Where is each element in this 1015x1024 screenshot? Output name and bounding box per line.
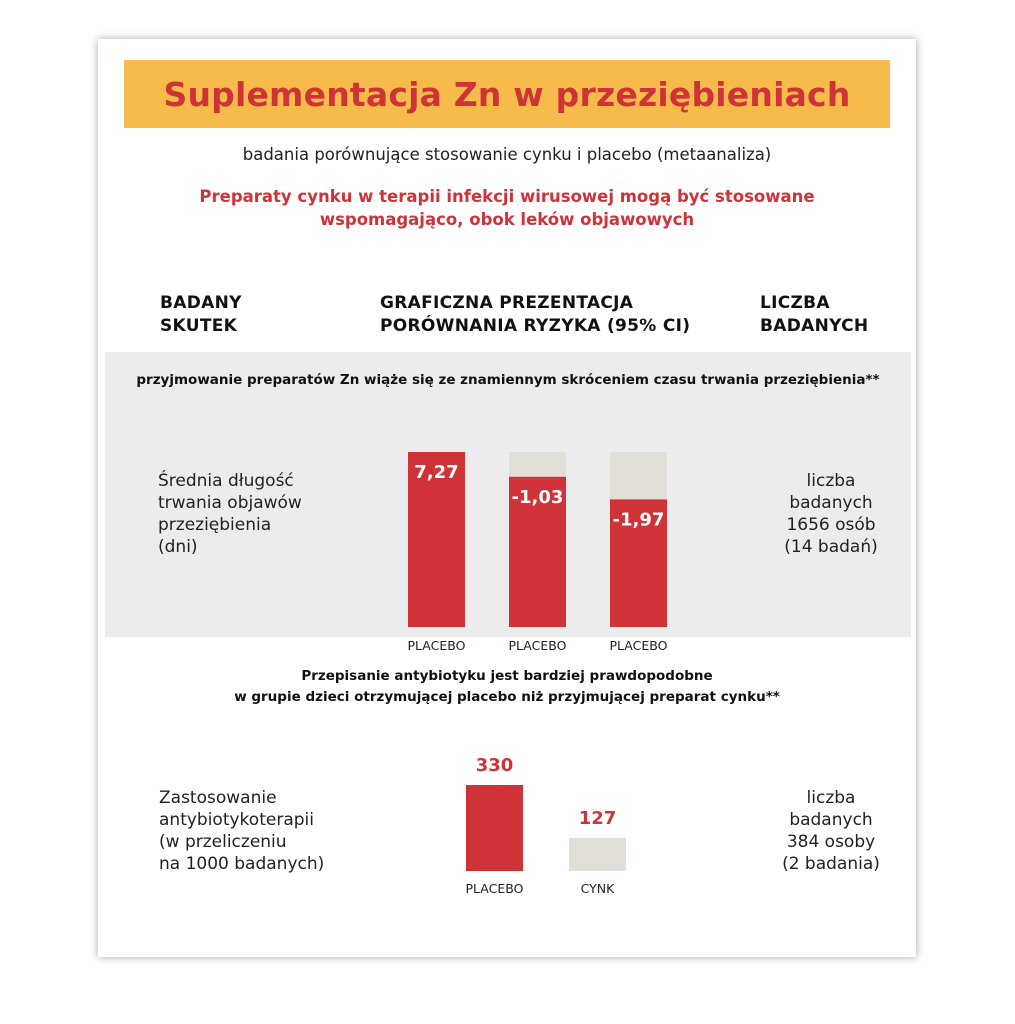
section2-caption-line-2: w grupie dzieci otrzymującej placebo niż przyjmującej preparat cynku**: [234, 689, 780, 705]
header-count-line-2: BADANYCH: [760, 316, 869, 336]
section1-label-line-4: (dni): [158, 537, 198, 557]
category-label-1: PLACEBO: [407, 638, 466, 653]
subtitle: badania porównujące stosowanie cynku i placebo (metaanaliza): [242, 145, 772, 164]
header-effect-line-1: BADANY: [160, 293, 242, 313]
header-count-line-1: LICZBA: [760, 293, 830, 313]
bar-cynk: [569, 838, 626, 871]
section2-count-line-3: 384 osoby: [786, 832, 876, 852]
header-effect-line-2: SKUTEK: [160, 316, 238, 336]
bar-value-label-3: -1,97: [612, 509, 665, 531]
bar-placebo: [466, 785, 523, 871]
antibiotic-chart: [98, 39, 916, 957]
section1-caption: przyjmowanie preparatów Zn wiąże się ze znamiennym skróceniem czasu trwania przeziębienia**: [136, 372, 880, 388]
note-line-2: wspomagająco, obok leków objawowych: [319, 210, 695, 229]
section2-label-line-2: antybiotykoterapii: [159, 810, 314, 830]
page-title: Suplementacja Zn w przeziębieniach: [163, 74, 851, 114]
section1-count-line-4: (14 badań): [784, 537, 878, 557]
bar-value-label-2: -1,03: [511, 486, 564, 508]
category-label-2: CYNK: [580, 881, 615, 896]
note-line-1: Preparaty cynku w terapii infekcji wirusowej mogą być stosowane: [199, 187, 815, 206]
category-label-3: PLACEBO: [609, 638, 668, 653]
section2-label-line-4: na 1000 badanych): [159, 854, 325, 874]
section2-label-line-1: Zastosowanie: [159, 788, 277, 808]
section2-label-line-3: (w przeliczeniu: [159, 832, 287, 852]
section1-label-line-2: trwania objawów: [158, 493, 302, 513]
category-label-2: PLACEBO: [508, 638, 567, 653]
header-graphic-line-1: GRAFICZNA PREZENTACJA: [380, 293, 634, 313]
category-label-1: PLACEBO: [465, 881, 524, 896]
section2-caption-line-1: Przepisanie antybiotyku jest bardziej prawdopodobne: [301, 668, 713, 684]
section1-label-line-1: Średnia długość: [158, 471, 294, 491]
bar-value-label-1: 7,27: [414, 462, 459, 483]
section1-label-line-3: przeziębienia: [158, 515, 272, 535]
header-graphic-line-2: PORÓWNANIA RYZYKA (95% CI): [380, 316, 691, 336]
section2-count-line-4: (2 badania): [782, 854, 880, 874]
section1-count-line-3: 1656 osób: [786, 515, 876, 535]
section1-count-line-1: liczba: [806, 471, 856, 491]
bar-value-label-1: 330: [475, 755, 514, 776]
section1-count-line-2: badanych: [789, 493, 873, 513]
section2-count-line-1: liczba: [806, 788, 856, 808]
bar-value-label-2: 127: [578, 807, 617, 829]
section2-count-line-2: badanych: [789, 810, 873, 830]
infographic-card: [98, 39, 916, 957]
